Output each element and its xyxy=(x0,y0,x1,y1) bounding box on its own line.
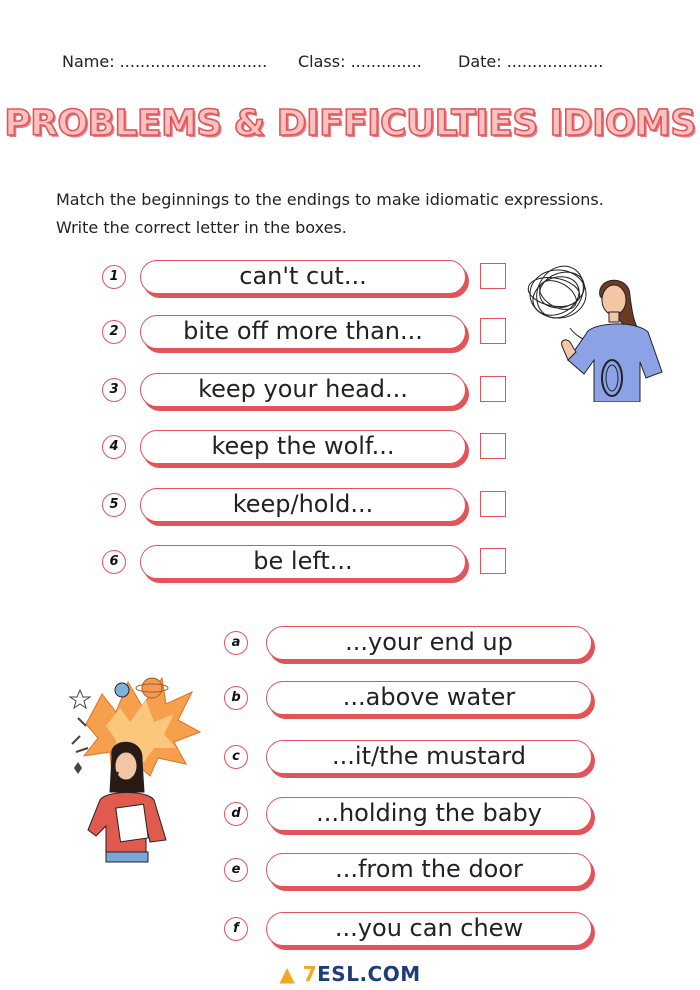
ending-phrase: ...your end up xyxy=(266,626,592,660)
answer-box-3[interactable] xyxy=(480,376,506,402)
ending-letter: c xyxy=(224,745,248,769)
answer-box-4[interactable] xyxy=(480,433,506,459)
ending-row-f xyxy=(224,912,604,948)
beginning-number: 5 xyxy=(102,493,126,517)
ending-letter: f xyxy=(224,917,248,941)
beginning-row-5 xyxy=(102,488,512,524)
answer-box-5[interactable] xyxy=(480,491,506,517)
beginning-phrase: bite off more than... xyxy=(140,315,466,349)
beginning-row-3 xyxy=(102,373,512,409)
beginning-row-4 xyxy=(102,430,512,466)
ending-phrase: ...from the door xyxy=(266,853,592,887)
ending-row-c xyxy=(224,740,604,776)
beginning-phrase: can't cut... xyxy=(140,260,466,294)
beginning-phrase: keep your head... xyxy=(140,373,466,407)
brand-name: ESL.COM xyxy=(317,962,421,986)
name-field-label: Name: ............................. xyxy=(62,52,268,71)
beginning-row-6 xyxy=(102,545,512,581)
graduation-cap-icon: ▲ xyxy=(279,962,296,986)
ending-phrase: ...it/the mustard xyxy=(266,740,592,774)
beginning-number: 2 xyxy=(102,320,126,344)
ending-row-e xyxy=(224,853,604,889)
answer-box-2[interactable] xyxy=(480,318,506,344)
ending-row-a xyxy=(224,626,604,662)
instructions-line-2: Write the correct letter in the boxes. xyxy=(56,218,347,237)
class-field-label: Class: .............. xyxy=(298,52,422,71)
beginning-number: 4 xyxy=(102,435,126,459)
instructions-line-1: Match the beginnings to the endings to make idiomatic expressions. xyxy=(56,190,604,209)
instructions xyxy=(56,186,676,242)
answer-box-6[interactable] xyxy=(480,548,506,574)
idea-explosion-illustration xyxy=(66,664,206,864)
beginning-phrase: be left... xyxy=(140,545,466,579)
ending-letter: e xyxy=(224,858,248,882)
brand-prefix: 7 xyxy=(302,962,318,986)
ending-row-d xyxy=(224,797,604,833)
footer-brand xyxy=(0,962,700,986)
beginning-number: 1 xyxy=(102,265,126,289)
beginning-number: 6 xyxy=(102,550,126,574)
ending-phrase: ...above water xyxy=(266,681,592,715)
tangled-yarn-illustration xyxy=(524,262,666,402)
beginning-row-2 xyxy=(102,315,512,351)
date-field-label: Date: ................... xyxy=(458,52,604,71)
ending-letter: b xyxy=(224,686,248,710)
ending-phrase: ...holding the baby xyxy=(266,797,592,831)
ending-letter: a xyxy=(224,631,248,655)
answer-box-1[interactable] xyxy=(480,263,506,289)
ending-row-b xyxy=(224,681,604,717)
beginning-number: 3 xyxy=(102,378,126,402)
ending-letter: d xyxy=(224,802,248,826)
worksheet-title: PROBLEMS & DIFFICULTIES IDIOMS xyxy=(4,103,696,144)
beginning-phrase: keep the wolf... xyxy=(140,430,466,464)
beginning-row-1 xyxy=(102,260,512,296)
ending-phrase: ...you can chew xyxy=(266,912,592,946)
beginning-phrase: keep/hold... xyxy=(140,488,466,522)
